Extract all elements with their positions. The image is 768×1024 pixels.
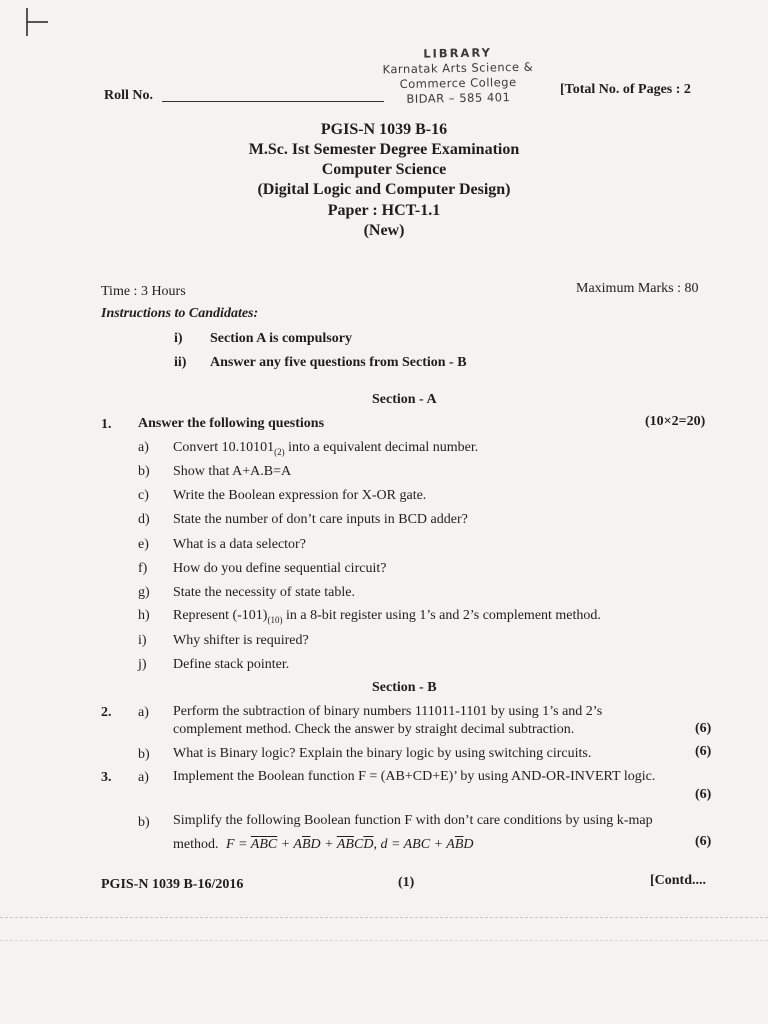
course-title: (Digital Logic and Computer Design): [257, 181, 511, 198]
question-2-number: 2.: [101, 705, 112, 720]
q1-item-d-letter: d): [138, 512, 150, 527]
q1-item-b-letter: b): [138, 464, 150, 479]
paper-number: Paper : HCT-1.1: [327, 202, 441, 219]
q1-item-h-text: [173, 608, 601, 625]
footer-paper-code: PGIS-N 1039 B-16/2016: [101, 877, 244, 892]
question-1-title: Answer the following questions: [138, 416, 325, 431]
q3b-letter: b): [138, 815, 150, 830]
instruction-1-number: i): [174, 331, 183, 346]
q1-item-a-pre: Convert 10.10101: [173, 440, 275, 455]
q1-item-d-text: State the number of don’t care inputs in BCD adder?: [173, 512, 468, 527]
q3a-letter: a): [138, 770, 149, 785]
library-stamp: [367, 44, 548, 107]
q1-item-e-text: What is a data selector?: [173, 537, 306, 552]
corner-registration-mark: [22, 8, 50, 36]
maximum-marks: Maximum Marks : 80: [576, 281, 699, 296]
q2b-text: What is Binary logic? Explain the binary logic by using switching circuits.: [173, 746, 592, 761]
q1-item-a-base: (2): [274, 446, 285, 457]
instruction-1-text: Section A is compulsory: [210, 331, 352, 346]
total-pages: [Total No. of Pages : 2: [560, 82, 691, 97]
subject-title: Computer Science: [321, 161, 447, 178]
stamp-line-4: BIDAR – 585 401: [406, 90, 511, 106]
q3b-boolean-expression: $F = \overline{A}\overline{B}\overline{C} + A\overline{B}D + \overline{A}\overline{B}C\overline{D}$, d = ABC + $A\overline{B}D$: [226, 837, 474, 852]
q1-item-h-post: in a 8-bit register using 1’s and 2’s complement method.: [282, 608, 601, 623]
question-3-number: 3.: [101, 770, 112, 785]
q1-item-h-letter: h): [138, 608, 150, 623]
q1-item-f-text: How do you define sequential circuit?: [173, 561, 387, 576]
q2b-letter: b): [138, 747, 150, 762]
q3b-line-1: Simplify the following Boolean function F with don’t care conditions by using k-map: [173, 813, 653, 828]
time-allowed: Time : 3 Hours: [101, 284, 186, 299]
footer-page-number: (1): [398, 875, 415, 890]
q1-item-f-letter: f): [138, 561, 148, 576]
page-edge-line: [0, 917, 768, 918]
question-1-number: 1.: [101, 417, 112, 432]
footer-continued: [Contd....: [650, 873, 707, 888]
stamp-line-2: Karnatak Arts Science &: [382, 59, 534, 77]
q1-item-i-letter: i): [138, 633, 147, 648]
q2a-marks: (6): [695, 721, 712, 736]
q1-item-c-letter: c): [138, 488, 149, 503]
instruction-2-number: ii): [174, 355, 187, 370]
page-edge-line-2: [0, 940, 768, 941]
q3b-line-2: [173, 837, 474, 853]
q1-item-a-post: into a equivalent decimal number.: [284, 440, 479, 455]
paper-code: PGIS-N 1039 B-16: [320, 121, 448, 138]
section-b-title: Section - B: [372, 680, 437, 695]
new-label: (New): [363, 222, 405, 239]
section-a-title: Section - A: [372, 392, 437, 407]
roll-number-line: [162, 101, 384, 102]
q1-item-h-pre: Represent (-101): [173, 608, 268, 623]
instructions-title: Instructions to Candidates:: [101, 306, 259, 321]
q1-item-e-letter: e): [138, 537, 149, 552]
q1-item-g-text: State the necessity of state table.: [173, 585, 355, 600]
exam-title: M.Sc. Ist Semester Degree Examination: [248, 141, 520, 158]
q3a-marks: (6): [695, 787, 712, 802]
q1-item-i-text: Why shifter is required?: [173, 633, 309, 648]
stamp-line-1: LIBRARY: [423, 45, 493, 61]
q1-item-g-letter: g): [138, 585, 150, 600]
q1-item-b-text: Show that A+A.B=A: [173, 464, 292, 479]
q1-item-a-text: [173, 440, 478, 457]
q2a-line-1: Perform the subtraction of binary numbers 111011-1101 by using 1’s and 2’s: [173, 704, 603, 719]
q1-item-c-text: Write the Boolean expression for X-OR gate.: [173, 488, 427, 503]
roll-number-label: Roll No.: [104, 88, 153, 103]
q1-item-j-text: Define stack pointer.: [173, 657, 290, 672]
stamp-line-3: Commerce College: [399, 74, 517, 92]
q1-item-h-base: (10): [267, 614, 283, 625]
q2a-line-2: complement method. Check the answer by straight decimal subtraction.: [173, 722, 575, 737]
instruction-2-text: Answer any five questions from Section - B: [210, 355, 467, 370]
q2a-letter: a): [138, 705, 149, 720]
q3b-method-label: method.: [173, 837, 219, 852]
q3b-marks: (6): [695, 834, 712, 849]
q3a-text: Implement the Boolean function F = (AB+CD+E)’ by using AND-OR-INVERT logic.: [173, 769, 656, 784]
q1-item-a-letter: a): [138, 440, 149, 455]
q2b-marks: (6): [695, 744, 712, 759]
question-1-marks: (10×2=20): [645, 414, 706, 429]
q1-item-j-letter: j): [138, 657, 147, 672]
